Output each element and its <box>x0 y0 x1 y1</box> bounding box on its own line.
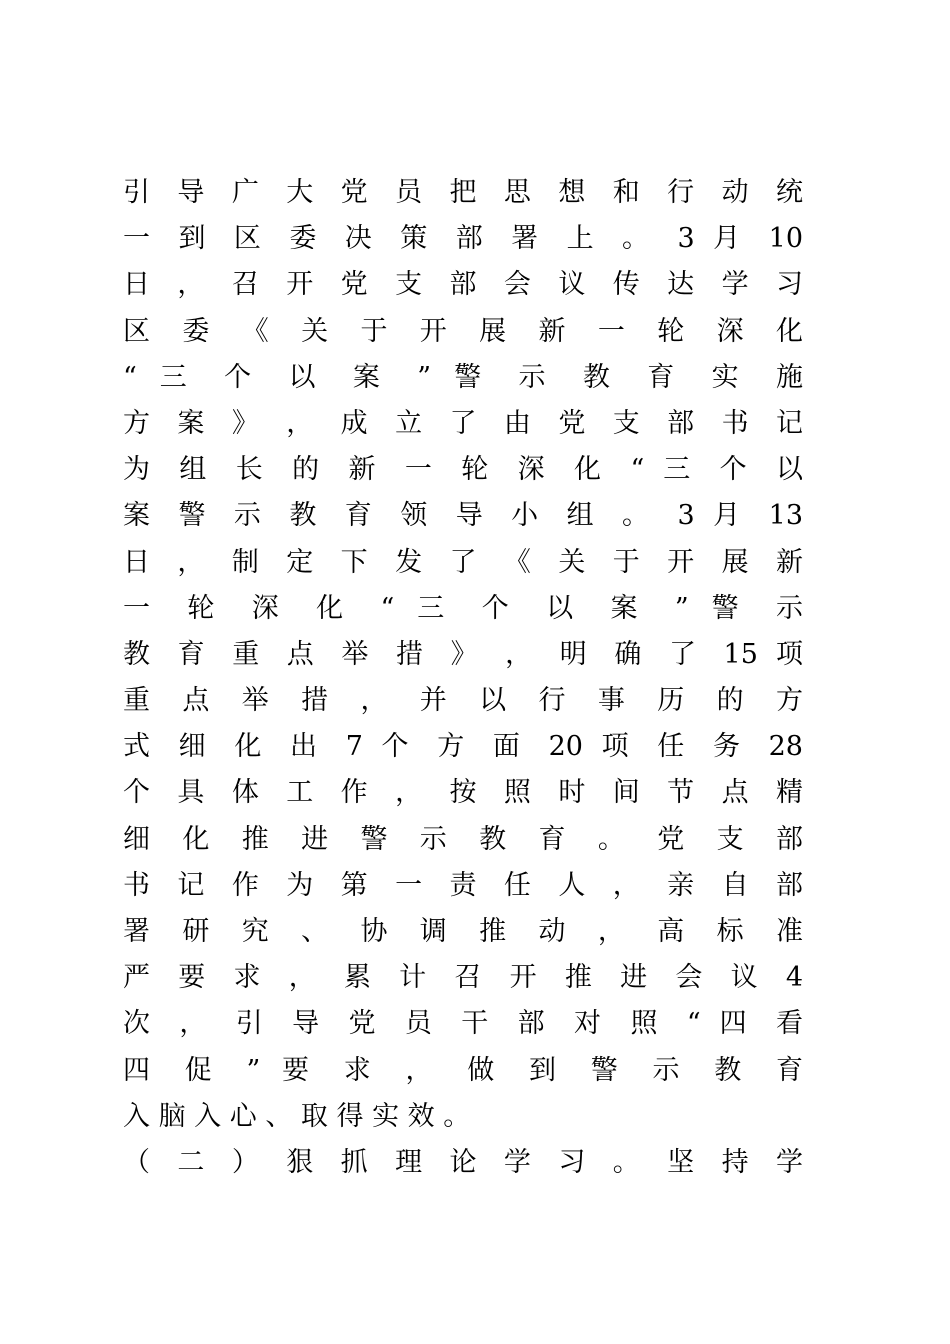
text-line: 区 委 《 关 于 开 展 新 一 轮 深 化 <box>123 315 803 347</box>
text-line: 入 脑 入 心 、 取 得 实 效 。 <box>123 1100 471 1132</box>
text-line: 次 ， 引 导 党 员 干 部 对 照 “ 四 看 <box>123 1008 803 1040</box>
text-line: 四 促 ” 要 求 ， 做 到 警 示 教 育 <box>123 1054 803 1086</box>
text-line: 个 具 体 工 作 ， 按 照 时 间 节 点 精 <box>123 777 803 809</box>
text-line: “ 三 个 以 案 ” 警 示 教 育 实 施 <box>123 361 803 393</box>
text-line: 重 点 举 措 ， 并 以 行 事 历 的 方 <box>123 685 803 717</box>
body-text <box>123 170 803 1186</box>
text-line: 教 育 重 点 举 措 》 ， 明 确 了 15 项 <box>123 638 803 670</box>
text-line: 细 化 推 进 警 示 教 育 。 党 支 部 <box>123 823 803 855</box>
text-line: 书 记 作 为 第 一 责 任 人 ， 亲 自 部 <box>123 869 803 901</box>
text-line: 为 组 长 的 新 一 轮 深 化 “ 三 个 以 <box>123 454 803 486</box>
text-line: 案 警 示 教 育 领 导 小 组 。 3 月 13 <box>123 500 803 532</box>
text-line: 日 ， 制 定 下 发 了 《 关 于 开 展 新 <box>123 546 803 578</box>
text-line: 引 导 广 大 党 员 把 思 想 和 行 动 统 <box>123 177 803 208</box>
text-line: 严 要 求 ， 累 计 召 开 推 进 会 议 4 <box>123 962 803 994</box>
text-line: 一 到 区 委 决 策 部 署 上 。 3 月 10 <box>123 223 803 255</box>
text-line: 日 ， 召 开 党 支 部 会 议 传 达 学 习 <box>123 269 803 301</box>
text-line: 署 研 究 、 协 调 推 动 ， 高 标 准 <box>123 916 803 947</box>
section-heading-line: （ 二 ） 狠 抓 理 论 学 习 。 坚 持 学 <box>123 1146 803 1178</box>
text-line: 一 轮 深 化 “ 三 个 以 案 ” 警 示 <box>123 592 803 624</box>
text-line: 方 案 》 ， 成 立 了 由 党 支 部 书 记 <box>123 407 803 439</box>
text-line: 式 细 化 出 7 个 方 面 20 项 任 务 28 <box>123 731 803 763</box>
